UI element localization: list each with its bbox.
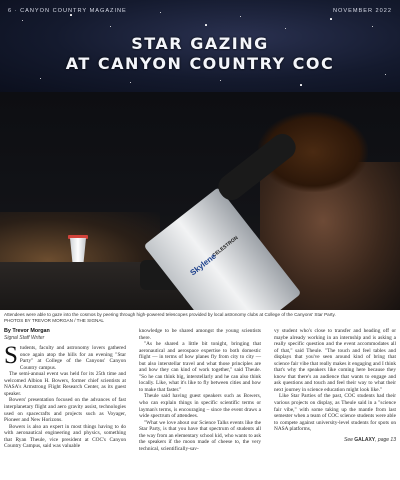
running-header-right: NOVEMBER 2022 <box>332 8 392 14</box>
lead-paragraph <box>4 345 126 371</box>
paragraph: Like Star Parties of the past, COC students had their various projects on display, as Theule said in a "science fair vibe," with some taking up the mantle from last semester when a team of COC science students were able to compete against university-level students for spots on NASA platforms, <box>274 393 396 433</box>
paragraph: Bowers' presentation focused on the advances of fast interplanetary flight and aero gravity assist, technologies used on spacecrafts and projects such as Voyager, Pioneer and New Horizons. <box>4 397 126 424</box>
paragraph: "What we love about our Science Talks events like the Star Party, is that you have that spectrum of students all the way from an elementary school kid, who wants to ask the speakers if the moon made of cheese to, the very technical, scientifically-sav- <box>139 419 261 452</box>
article-column-3 <box>274 328 396 443</box>
telescope-photo <box>0 92 400 310</box>
caption-text: Attendees were able to gaze into the cosmos by peering through high-powered telescopes provided by local astronomy clubs at College of the Canyons' Star Party. <box>4 312 336 317</box>
page-title-line-1: STAR GAZING <box>131 34 269 53</box>
article-column-1 <box>4 328 126 450</box>
continued-keyword: GALAXY <box>354 436 376 443</box>
paragraph: Bowers is also an expert in most things having to do with aeronautical engineering and physics, something that Ryan Theule, vice president at COC's Canyon Country Campus, said was valuable <box>4 423 126 450</box>
byline: By Trevor Morgan <box>4 328 50 334</box>
drop-cap: S <box>4 345 18 370</box>
photo-credit: PHOTOS BY TREVOR MORGAN / THE SIGNAL <box>4 318 104 323</box>
cup-icon <box>70 238 86 262</box>
byline-role: Signal Staff Writer <box>4 334 45 341</box>
continued-link[interactable] <box>274 437 396 444</box>
page-title-line-2: AT CANYON COUNTRY COC <box>65 54 335 73</box>
telescope-brand: Skylene <box>188 251 218 278</box>
header-banner <box>0 0 400 92</box>
article-column-2 <box>139 328 261 452</box>
paragraph: vy student who's close to transfer and heading off or maybe already working in an internship and is asking a really specific question and the event accommodates all of that," said Theule. "The touch and feel tables and displays that you've seen around kind of bring that science fair vibe that really makes it engaging and I think that's why the speakers like coming here because they know that there's an audience that wants to engage and ask questions and touch and feel their way to what their next journey in science education might look like." <box>274 328 396 393</box>
paragraph-text: tudents, faculty and astronomy lovers gathered once again atop the hills for an evening "Star Party" at College of the Canyons' Canyon Country campus. <box>19 345 126 371</box>
photo-caption <box>4 312 396 324</box>
paragraph: "As he shared a little bit tonight, bringing that aeronautical and aerospace expertise to both domestic flight — in terms of how planes fly from city to city — but also interstellar travel and what those principles are and how they can kind of work together," said Theule. "So he can think big, interstellarly and he can also think locally. Like, what it's like to fly between cities and how to make that faster." <box>139 341 261 393</box>
continued-page: , page 13 <box>375 436 396 443</box>
paragraph: The semi-annual event was held for its 25th time and welcomed Albion H. Bowers, former chief scientists at NASA's Armstrong Flight Research Center, as its guest speaker. <box>4 371 126 397</box>
telescope-badge: CELESTRON <box>211 235 240 259</box>
running-header-left: 6 · CANYON COUNTRY MAGAZINE <box>8 8 127 14</box>
paragraph: knowledge to be shared amongst the young scientists there. <box>139 328 261 341</box>
continued-prefix: See <box>344 436 353 443</box>
paragraph: Theule said having guest speakers such as Bowers, who can explain things in specific scientific terms or layman's terms, is encouraging – since the event draws a wide spectrum of attendees. <box>139 393 261 420</box>
